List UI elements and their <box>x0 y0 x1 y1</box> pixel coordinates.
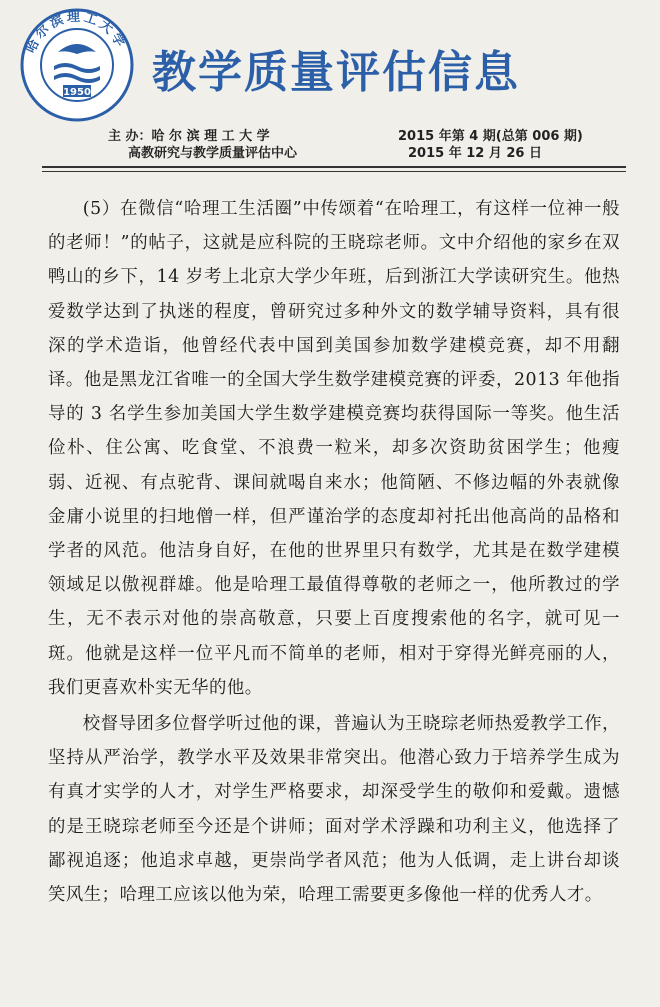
sponsor-center: 高教研究与教学质量评估中心 <box>128 146 298 161</box>
article-paragraph: 校督导团多位督学听过他的课，普遍认为王晓琮老师热爱教学工作，坚持从严治学，教学水平及效果非常突出。他潜心致力于培养学生成为有真才实学的人才，对学生严格要求，却深受学生的敬仰和爱戴。遗憾的是王晓琮老师至今还是个讲师；面对学术浮躁和功利主义，他选择了鄙视追逐；他追求卓越，更崇尚学者风范；他为人低调，走上讲台却谈笑风生；哈理工应该以他为荣，哈理工需要更多像他一样的优秀人才。 <box>48 714 620 906</box>
header-divider <box>42 166 626 168</box>
article-body <box>48 192 620 912</box>
sponsor-name: 主 办：哈 尔 滨 理 工 大 学 <box>108 129 270 144</box>
header-divider-thin <box>42 171 626 172</box>
article-paragraph: (5）在微信“哈理工生活圈”中传颂着“在哈理工，有这样一位神一般的老师！”的帖子，这就是应科院的王晓琮老师。文中介绍他的家乡在双鸭山的乡下，14 岁考上北京大学少年班，后到浙江大学读研究生。他热爱数学达到了执迷的程度，曾研究过多种外文的数学辅导资料，具有很深的学术造诣，他曾经代表中国到美国参加数学建模竞赛，却不用翻译。他是黑龙江省唯一的全国大学生数学建模竞赛的评委，2013 年他指导的 3 名学生参加美国大学生数学建模竞赛均获得国际一等奖。他生活俭朴、住公寓、吃食堂、不浪费一粒米，却多次资助贫困学生；他瘦弱、近视、有点驼背、课间就喝自来水；他简陋、不修边幅的外表就像金庸小说里的扫地僧一样，但严谨治学的态度却衬托出他高尚的品格和学者的风范。他洁身自好，在他的世界里只有数学，尤其是在数学建模领域足以傲视群雄。他是哈理工最值得尊敬的老师之一，他所教过的学生，无不表示对他的崇高敬意，只要上百度搜索他的名字，就可见一斑。他就是这样一位平凡而不简单的老师，相对于穿得光鲜亮丽的人，我们更喜欢朴实无华的他。 <box>48 199 620 698</box>
newsletter-header <box>0 0 660 160</box>
university-seal-icon <box>18 6 136 124</box>
newsletter-title: 教学质量评估信息 <box>152 47 520 98</box>
sponsor-info <box>108 128 297 162</box>
issue-number: 2015 年第 4 期(总第 006 期) <box>398 129 583 144</box>
seal-ring-text: 哈尔滨理工大学 <box>23 9 129 56</box>
issue-date: 2015 年 12 月 26 日 <box>408 146 542 161</box>
seal-year: 1950 <box>63 87 91 98</box>
university-seal-graphic <box>18 6 136 124</box>
issue-info <box>398 128 583 162</box>
